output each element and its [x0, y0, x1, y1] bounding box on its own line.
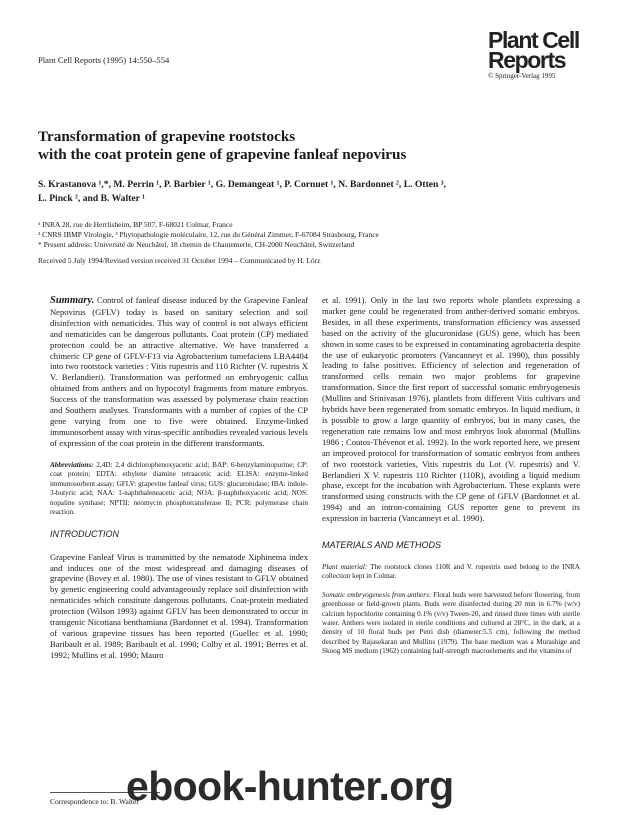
- received-dates: Received 5 July 1994/Revised version received 31 October 1994 – Communicated by H. Lörz: [38, 256, 321, 265]
- paper-title: [38, 128, 598, 163]
- plant-material-paragraph: [322, 563, 580, 582]
- authors-line-2: L. Pinck ², and B. Walter ¹: [38, 193, 145, 205]
- summary-paragraph: [50, 295, 308, 449]
- somatic-embryogenesis-paragraph: [322, 591, 580, 657]
- watermark: ebook-hunter.org: [126, 763, 454, 809]
- author-list: [38, 178, 604, 206]
- affiliations: [38, 220, 604, 250]
- affiliation-3: * Present address: Université de Neuchâtel, 18 chemin de Chantemerle, CH-2000 Neuchâtel, Switzerland: [38, 240, 355, 249]
- introduction-paragraph: Grapevine Fanleaf Virus is transmitted by the nematode Xiphinema index and induces one of the most widespread and damaging diseases of grapevine (Bovey et al. 1980). The use of vines resistant to GFLV obtained by genetic engineering could advantageously replace soil disinfection with nematicides which constitute dangerous pollutants. Coat-protein mediated protection (Wilson 1993) against GFLV has been demonstrated to occur in transgenic Nicotiana benthamiana (Bardonnet et al. 1994). Transformation of various grapevine tissues has been reported (Guellec et al. 1990; Baribault et al. 1989; Baribault et al. 1990; Colby et al. 1991; Berres et al. 1992; Mullins et al. 1990; Mauro: [50, 551, 308, 660]
- somatic-text: Floral buds were harvested before flowering, from greenhouse or field-grown plants. Buds were disinfected during 20 min in 6.7% (w/v) calcium hypochlorite containing 0.1% (v/v) Tween-20, and rinsed three times with sterile water. Anthers were isolated in sterile conditions and cultured at 28°C, in the dark, at a density of 10 floral buds per Petri dish (diameter:5.5 cm), following the method described by Rajasekaran and Mullins (1979). The base medium was a Murashige and Skoog MS medium (1962) containing half-strength macroelements and the vitamins of: [322, 590, 580, 656]
- journal-reference: Plant Cell Reports (1995) 14:550–554: [38, 55, 170, 65]
- abbreviations-lead: Abbreviations:: [50, 460, 94, 469]
- abbreviations-text: 2,4D: 2,4 dichlorophenoxyacetic acid; BAP: 6-benzylaminopurine; CP: coat protein; EDTA: ethylene diamine tetraacetic acid; ELISA: enzyme-linked immunosorbent assay; GFLV: grapevine fanleaf virus; GUS: glucuronidase; IBA: indole-3-butyric acid; NAA: 1-naphthaleneacetic acid; NOA: β-naphthoxyacetic acid; NOS: nopaline synthase; NPTII: neomycin phosphotransferase II; PCR: polymerase chain reaction.: [50, 460, 308, 517]
- logo-line-1: Plant Cell: [488, 27, 579, 53]
- copyright: © Springer-Verlag 1995: [488, 72, 556, 80]
- correspondence-footnote: Correspondence to: B. Walter: [50, 797, 139, 806]
- summary-text: Control of fanleaf disease induced by the Grapevine Fanleaf Nepovirus (GFLV) today is based on sanitary selection and soil disinfection with nematicides. This way of control is not always efficient and nematicides can be dangerous pollutants. Coat protein (CP) mediated protection could be an attractive alternative. We have transferred a chimeric CP gene of GFLV-F13 via Agrobacterium tumefaciens LBA4404 into two rootstock varieties : Vitis rupestris and 110 Richter (V. rupestris X V. Berlandieri). Transformation was performed on embryogenic callus obtained from anthers and on hypocotyl fragments from mature embryos. Success of the transformation was assessed by polymerase chain reaction and Southern analyses. Transformants with a number of copies of the CP gene varying from one to five were obtained. Enzyme-linked immunosorbent assay with virus-specific antibodies revealed various levels of expression of the coat protein in the different transformants.: [50, 295, 309, 448]
- authors-line-1: S. Krastanova ¹,*, M. Perrin ¹, P. Barbier ¹, G. Demangeat ¹, P. Cornuet ¹, N. Bardonnet ², L. Otten ³,: [38, 179, 447, 190]
- methods-heading: MATERIALS AND METHODS: [322, 540, 442, 551]
- left-column: [50, 295, 308, 661]
- journal-logo: [488, 27, 588, 80]
- title-line-1: Transformation of grapevine rootstocks: [38, 128, 296, 145]
- affiliation-2: ² CNRS IBMP Virologie, ³ Phytopathologie moléculaire, 12, rue du Général Zimmer, F-67084 Strasbourg, France: [38, 230, 379, 239]
- logo-line-2: Reports: [488, 47, 566, 73]
- introduction-continued: et al. 1991). Only in the last two reports whole plantlets expressing a marker gene could be regenerated from anther-derived somatic embryos. Besides, in all these experiments, transformation efficiency was assessed based on the activity of the glucuronidase (GUS) gene, which has been shown in some cases to be expressed in contaminating agrobacteria despite the use of eukaryotic promoters (Vancanneyt et al. 1990), thus possibly leading to false positives. Efficiency of selection and regeneration of transformed cells remain two major problems for grapevine transformation. Since the first report of successful somatic embryogenesis (Mullins and Srinivasan 1976), plantlets from different Vitis cultivars and hybrids have been regenerated from somatic embryos. In liquid medium, it is possible to grow a large quantity of embryos, but in many cases, the regeneration rate remains low and most embryos look abnormal (Mullins 1986 ; Coutos-Thévenot et al. 1992). In the work reported here, we present an improved protocol for transformation of somatic embryos from anthers of two rootstock varieties, Vitis rupestris du Lot (V. rupestris) and V. Berlandieri X V. rupestris 110 Richter (110R), avoiding a liquid medium phase, except for the incubation with Agrobacterium. These explants were transformed using constructs with the CP gene of GFLV (Bardonnet et al. 1994) and an intron-containing GUS reporter gene to prevent its expression in bacteria (Vancanneyt et al. 1990).: [322, 295, 580, 524]
- right-column: [322, 295, 580, 657]
- abbreviations-paragraph: [50, 461, 308, 518]
- introduction-heading: INTRODUCTION: [50, 528, 119, 539]
- title-line-2: with the coat protein gene of grapevine fanleaf nepovirus: [38, 145, 407, 163]
- summary-lead: Summary.: [50, 295, 95, 306]
- affiliation-1: ¹ INRA 28, rue de Herrlisheim, BP 507, F-68021 Colmar, France: [38, 220, 233, 229]
- plant-material-lead: Plant material:: [322, 562, 368, 571]
- somatic-lead: Somatic embryogenesis from anthers:: [322, 590, 432, 599]
- plant-material-text: The rootstock clones 110R and V. rupestris used belong to the INRA collection kept in Colmar.: [322, 562, 580, 581]
